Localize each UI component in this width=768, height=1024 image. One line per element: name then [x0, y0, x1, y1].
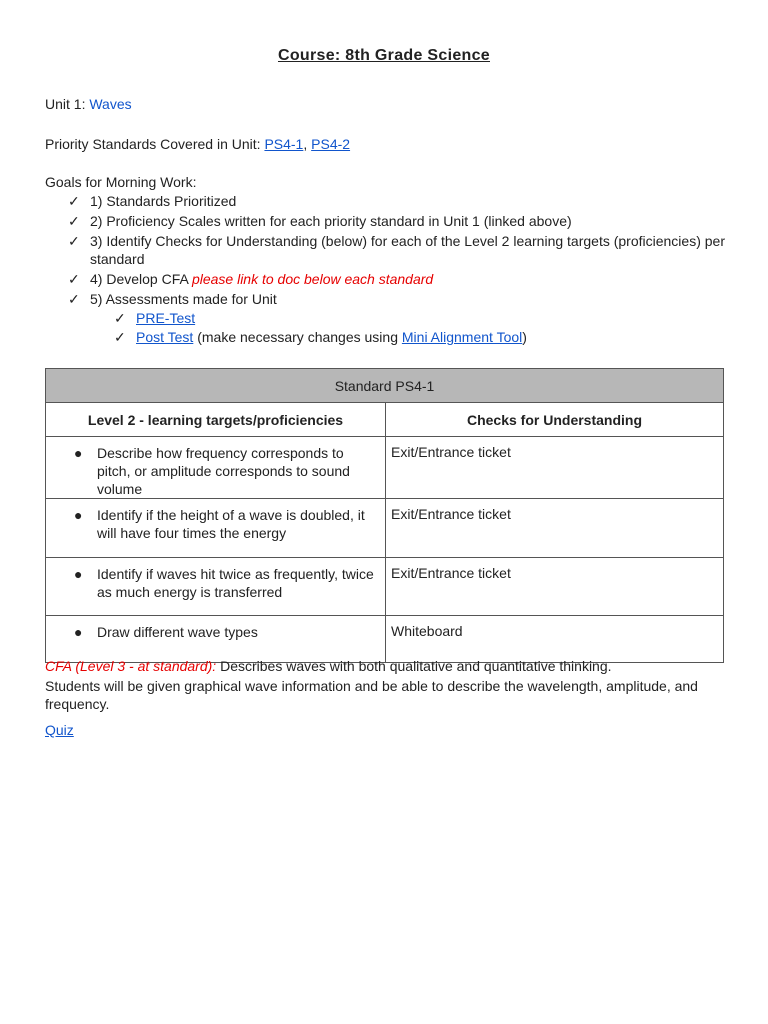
goal-item-text: 3) Identify Checks for Understanding (below) for each of the Level 2 learning targets (proficiencies) per	[90, 233, 725, 249]
post-test-line: Post Test (make necessary changes using Mini Alignment Tool)	[136, 329, 527, 345]
check-cell: Exit/Entrance ticket	[386, 558, 724, 616]
goal-item	[68, 291, 277, 308]
table-row	[46, 616, 724, 663]
standard-heading-row	[46, 369, 724, 403]
goal-item-text: 4) Develop CFA please link to doc below each standard	[90, 271, 434, 287]
assessment-item	[114, 329, 527, 346]
standard-heading: Standard PS4-1	[46, 369, 724, 403]
unit-label: Unit 1:	[45, 96, 90, 112]
target-cell	[46, 616, 386, 663]
target-text: Draw different wave types	[97, 624, 258, 640]
students-description: Students will be given graphical wave information and be able to describe the wavelength, amplitude, and frequency.	[45, 678, 698, 712]
goal-item-text: 1) Standards Prioritized	[90, 193, 237, 209]
checkmark-icon: ✓	[114, 329, 126, 345]
table-row	[46, 558, 724, 616]
goal-item-text: 2) Proficiency Scales written for each priority standard in Unit 1 (linked above)	[90, 213, 572, 229]
goal-item	[68, 233, 725, 250]
check-cell: Whiteboard	[386, 616, 724, 663]
priority-label: Priority Standards Covered in Unit:	[45, 136, 265, 152]
checkmark-icon: ✓	[68, 213, 80, 229]
column-header-row	[46, 403, 724, 437]
target-text: Identify if the height of a wave is doubled, it will have four times the energy	[97, 507, 365, 541]
target-text: Identify if waves hit twice as frequently, twice as much energy is transferred	[97, 566, 374, 600]
cfa-link-note: please link to doc below each standard	[191, 271, 434, 287]
checkmark-icon: ✓	[114, 310, 126, 326]
priority-separator: ,	[303, 136, 312, 152]
mini-alignment-tool-link[interactable]: Mini Alignment Tool	[401, 329, 523, 345]
target-cell	[46, 558, 386, 616]
ps4-2-link[interactable]: PS4-2	[311, 136, 351, 152]
goal-item-continuation: standard	[90, 251, 145, 267]
checkmark-icon: ✓	[68, 291, 80, 307]
bullet-icon: ●	[74, 566, 83, 582]
cfa-line	[45, 657, 725, 675]
cfa-text: Describes waves with both qualitative and quantitative thinking.	[216, 658, 612, 674]
checkmark-icon: ✓	[68, 233, 80, 249]
bullet-icon: ●	[74, 507, 83, 523]
cfa-label: CFA (Level 3 - at standard):	[45, 658, 217, 674]
bullet-icon: ●	[74, 624, 83, 640]
unit-waves-link[interactable]: Waves	[89, 96, 132, 112]
pre-test-link[interactable]: PRE-Test	[136, 310, 196, 326]
target-text: Describe how frequency corresponds to pitch, or amplitude corresponds to sound volume	[97, 445, 350, 497]
standard-table	[45, 368, 724, 663]
assessment-item	[114, 310, 195, 327]
check-cell: Exit/Entrance ticket	[386, 437, 724, 499]
goal-item-text: 5) Assessments made for Unit	[90, 291, 277, 307]
bullet-icon: ●	[74, 445, 83, 461]
column-header-checks: Checks for Understanding	[386, 403, 724, 437]
target-cell	[46, 437, 386, 499]
check-cell: Exit/Entrance ticket	[386, 499, 724, 558]
goal-item	[68, 213, 572, 230]
quiz-link[interactable]: Quiz	[45, 722, 74, 738]
post-test-link[interactable]: Post Test	[136, 329, 194, 345]
column-header-targets: Level 2 - learning targets/proficiencies	[46, 403, 386, 437]
goal-item	[68, 271, 433, 288]
goal-item	[68, 193, 236, 210]
table-row	[46, 499, 724, 558]
checkmark-icon: ✓	[68, 271, 80, 287]
target-cell	[46, 499, 386, 558]
priority-standards-line	[45, 136, 350, 152]
ps4-1-link[interactable]: PS4-1	[264, 136, 304, 152]
page-title: Course: 8th Grade Science	[277, 47, 490, 64]
table-row	[46, 437, 724, 499]
goals-heading: Goals for Morning Work:	[45, 174, 197, 190]
unit-line	[45, 96, 132, 112]
checkmark-icon: ✓	[68, 193, 80, 209]
